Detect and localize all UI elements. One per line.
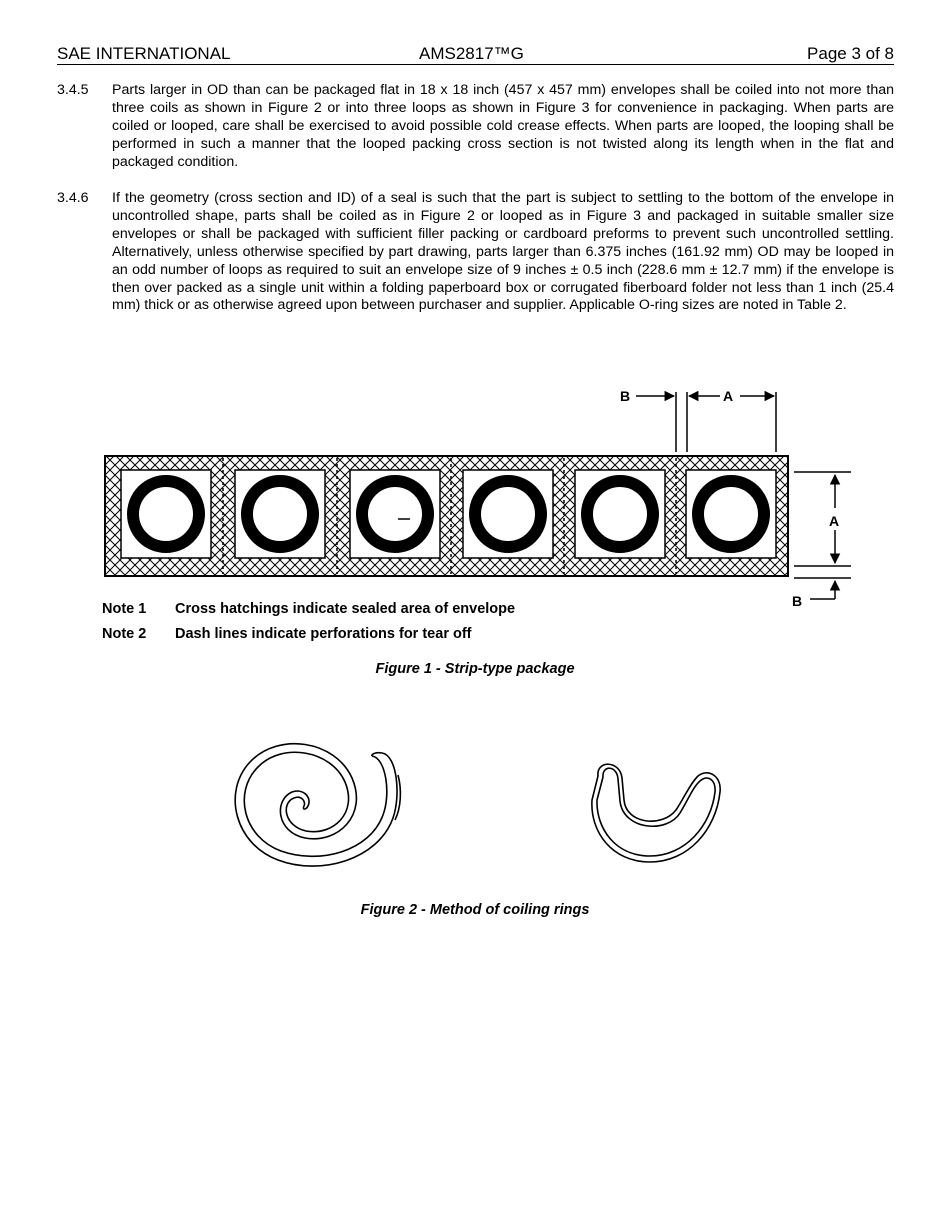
dimension-label-a-top: A (723, 388, 734, 404)
coiled-ring-spiral (235, 744, 400, 866)
looped-ring-u-shape (592, 764, 720, 862)
pocket-2 (235, 470, 325, 558)
dimension-label-b-right: B (792, 593, 803, 609)
note-2-text: Dash lines indicate perforations for tear off (175, 626, 472, 642)
dimension-label-a-right: A (829, 513, 840, 529)
header-page-number: Page 3 of 8 (807, 44, 894, 63)
paragraph-3-4-6 (57, 190, 894, 315)
note-2-label: Note 2 (102, 626, 147, 642)
paragraph-text: If the geometry (cross section and ID) of a seal is such that the part is subject to settling to the bottom of the envelope in uncontrolled shape, parts shall be coiled as in Figure 2 or looped as in Figure 3 and packaged in suitable smaller size envelopes or shall be packaged with sufficient filler packing or cardboard preforms to prevent such uncontrolled settling. Alternatively, unless otherwise specified by part drawing, parts larger than 6.375 inches (161.92 mm) OD may be looped in an odd number of loops as required to suit an envelope size of 9 inches ± 0.5 inch (228.6 mm ± 12.7 mm) if the envelope is then over packed as a single unit within a folding paperboard box or corrugated fiberboard folder not less than 1 inch (25.4 mm) thick or as otherwise agreed upon between purchaser and supplier. Applicable O-ring sizes are noted in Table 2. (112, 190, 894, 314)
pocket-3 (350, 470, 440, 558)
note-1-text: Cross hatchings indicate sealed area of envelope (175, 601, 516, 617)
paragraph-3-4-5 (57, 82, 894, 172)
pocket-6 (686, 470, 776, 558)
header-document-number: AMS2817™G (419, 44, 524, 63)
pocket-1 (121, 470, 211, 558)
top-dimension (636, 392, 776, 452)
paragraph-number: 3.4.6 (57, 190, 89, 206)
pocket-4 (463, 470, 553, 558)
paragraph-number: 3.4.5 (57, 82, 89, 98)
dimension-label-b-top: B (620, 388, 631, 404)
paragraph-text: Parts larger in OD than can be packaged flat in 18 x 18 inch (457 x 457 mm) envelopes shall be coiled into not more than three coils as shown in Figure 2 or into three loops as shown in Figure 3 for convenience in packaging. When parts are coiled or looped, care shall be exercised to avoid possible cold crease effects. When parts are looped, the looping shall be performed in such a manner that the looped packing cross section is not twisted along its length when in the flat and packaged condition. (112, 82, 894, 170)
note-1-label: Note 1 (102, 601, 147, 617)
figure-1-caption: Figure 1 - Strip-type package (375, 661, 575, 677)
figure-1-strip-package (0, 380, 950, 610)
page-header (57, 44, 894, 65)
right-dimension (794, 472, 851, 599)
header-organization: SAE INTERNATIONAL (57, 44, 231, 63)
pocket-5 (575, 470, 665, 558)
figure-2-coiling-rings (0, 720, 950, 890)
figure-2-caption: Figure 2 - Method of coiling rings (360, 902, 590, 918)
